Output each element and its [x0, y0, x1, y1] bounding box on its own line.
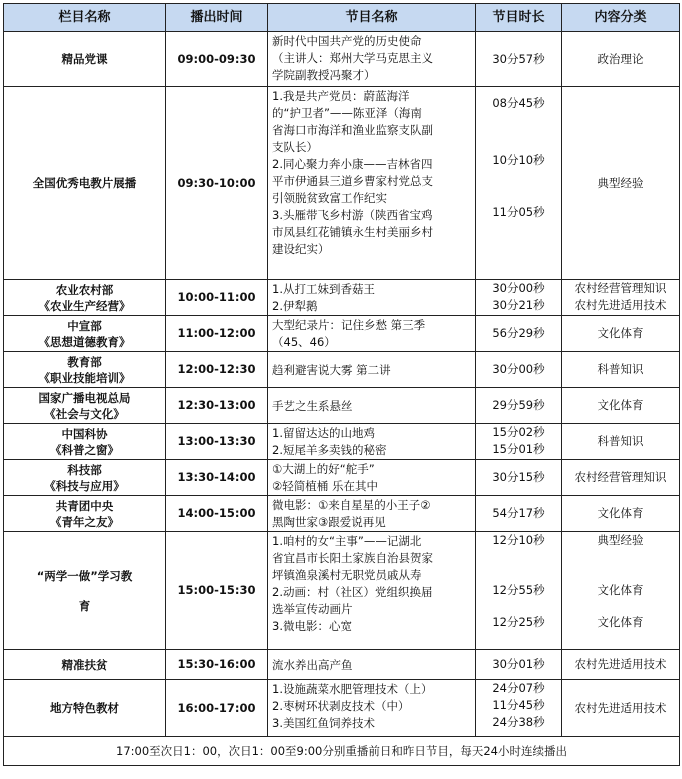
schedule-table: [3, 3, 680, 766]
category-cell: 政治理论: [562, 32, 680, 87]
category-cell: 农村经营管理知识 农村先进适用技术: [562, 280, 680, 316]
program-name-cell: 微电影：①来自星星的小王子② 黑陶世家③跟爱说再见: [268, 496, 476, 532]
duration-cell: 24分07秒 11分45秒 24分38秒: [476, 680, 562, 737]
table-row: [4, 460, 680, 496]
table-row: [4, 280, 680, 316]
duration-cell: 30分01秒: [476, 650, 562, 680]
table-row: [4, 388, 680, 424]
program-name-cell: ①大湖上的好“舵手” ②轻简植桶 乐在其中: [268, 460, 476, 496]
broadcast-time-cell: 15:00-15:30: [166, 532, 268, 650]
column-name-cell: 地方特色教材: [4, 680, 166, 737]
column-name-cell: 精准扶贫: [4, 650, 166, 680]
category-cell: 农村先进适用技术: [562, 680, 680, 737]
broadcast-time-cell: 13:30-14:00: [166, 460, 268, 496]
program-name-cell: 趋利避害说大雾 第二讲: [268, 352, 476, 388]
category-cell: 科普知识: [562, 424, 680, 460]
table-row: [4, 352, 680, 388]
broadcast-time-cell: 09:30-10:00: [166, 87, 268, 280]
category-cell: 科普知识: [562, 352, 680, 388]
category-cell: 文化体育: [562, 388, 680, 424]
category-cell: 农村经营管理知识: [562, 460, 680, 496]
program-name-cell: 1.留留达达的山地鸡 2.短尾羊多卖钱的秘密: [268, 424, 476, 460]
category-cell: 农村先进适用技术: [562, 650, 680, 680]
header-program-name: 节目名称: [268, 4, 476, 32]
column-name-cell: 国家广播电视总局 《社会与文化》: [4, 388, 166, 424]
header-row: [4, 4, 680, 32]
program-name-cell: 1.咱村的女“主事”——记湖北 省宜昌市长阳土家族自治县贺家 坪镇渔泉溪村无职党员戚从寿 2.动画：村（社区）党组织换届 选举宣传动画片 3.微电影：心宽: [268, 532, 476, 650]
program-name-cell: 新时代中国共产党的历史使命 （主讲人：郑州大学马克思主义 学院副教授冯聚才）: [268, 32, 476, 87]
header-broadcast-time: 播出时间: [166, 4, 268, 32]
broadcast-time-cell: 09:00-09:30: [166, 32, 268, 87]
broadcast-time-cell: 11:00-12:00: [166, 316, 268, 352]
column-name-cell: 科技部 《科技与应用》: [4, 460, 166, 496]
column-name-cell: 中宣部 《思想道德教育》: [4, 316, 166, 352]
table-row: [4, 316, 680, 352]
duration-cell: 56分29秒: [476, 316, 562, 352]
column-name-cell: 教育部 《职业技能培训》: [4, 352, 166, 388]
duration-cell: 30分00秒: [476, 352, 562, 388]
footer-note: 17:00至次日1：00，次日1：00至9:00分别重播前日和昨日节目，每天24小时连续播出: [4, 737, 680, 766]
broadcast-time-cell: 15:30-16:00: [166, 650, 268, 680]
column-name-cell: 农业农村部 《农业生产经营》: [4, 280, 166, 316]
duration-cell: 30分57秒: [476, 32, 562, 87]
program-name-cell: 大型纪录片：记住乡愁 第三季 （45、46）: [268, 316, 476, 352]
program-name-cell: 1.我是共产党员：蔚蓝海洋 的“护卫者”——陈亚泽（海南 省海口市海洋和渔业监察支队副 支队长） 2.同心聚力奔小康——吉林省四 平市伊通县三道乡曹家村党总支 引领脱贫致富工作纪实 3.头雁带飞乡村游（陕西省宝鸡 市凤县红花铺镇永生村美丽乡村 建设纪实）: [268, 87, 476, 280]
column-name-cell: 共青团中央 《青年之友》: [4, 496, 166, 532]
category-cell: 文化体育: [562, 496, 680, 532]
broadcast-time-cell: 12:30-13:00: [166, 388, 268, 424]
category-cell: 典型经验 文化体育 文化体育: [562, 532, 680, 650]
table-row: [4, 424, 680, 460]
program-name-cell: 手艺之生系悬丝: [268, 388, 476, 424]
duration-cell: 30分15秒: [476, 460, 562, 496]
broadcast-time-cell: 16:00-17:00: [166, 680, 268, 737]
program-name-cell: 1.设施蔬菜水肥管理技术（上） 2.枣树环状剥皮技术（中） 3.美国红鱼饲养技术: [268, 680, 476, 737]
broadcast-time-cell: 13:00-13:30: [166, 424, 268, 460]
column-name-cell: “两学一做”学习教 育: [4, 532, 166, 650]
header-category: 内容分类: [562, 4, 680, 32]
program-name-cell: 流水养出高产鱼: [268, 650, 476, 680]
duration-cell: 08分45秒 10分10秒 11分05秒: [476, 87, 562, 280]
duration-cell: 54分17秒: [476, 496, 562, 532]
duration-cell: 12分10秒 12分55秒 12分25秒: [476, 532, 562, 650]
category-cell: 典型经验: [562, 87, 680, 280]
table-row: [4, 680, 680, 737]
broadcast-time-cell: 14:00-15:00: [166, 496, 268, 532]
column-name-cell: 全国优秀电教片展播: [4, 87, 166, 280]
column-name-cell: 中国科协 《科普之窗》: [4, 424, 166, 460]
table-row: [4, 496, 680, 532]
duration-cell: 15分02秒 15分01秒: [476, 424, 562, 460]
table-row: [4, 650, 680, 680]
duration-cell: 30分00秒 30分21秒: [476, 280, 562, 316]
category-cell: 文化体育: [562, 316, 680, 352]
table-row: [4, 32, 680, 87]
table-row: [4, 532, 680, 650]
table-row: [4, 87, 680, 280]
broadcast-time-cell: 10:00-11:00: [166, 280, 268, 316]
header-column-name: 栏目名称: [4, 4, 166, 32]
header-duration: 节目时长: [476, 4, 562, 32]
column-name-cell: 精品党课: [4, 32, 166, 87]
program-name-cell: 1.从打工妹到香菇王 2.伊犁鹅: [268, 280, 476, 316]
footer-row: [4, 737, 680, 766]
broadcast-time-cell: 12:00-12:30: [166, 352, 268, 388]
duration-cell: 29分59秒: [476, 388, 562, 424]
